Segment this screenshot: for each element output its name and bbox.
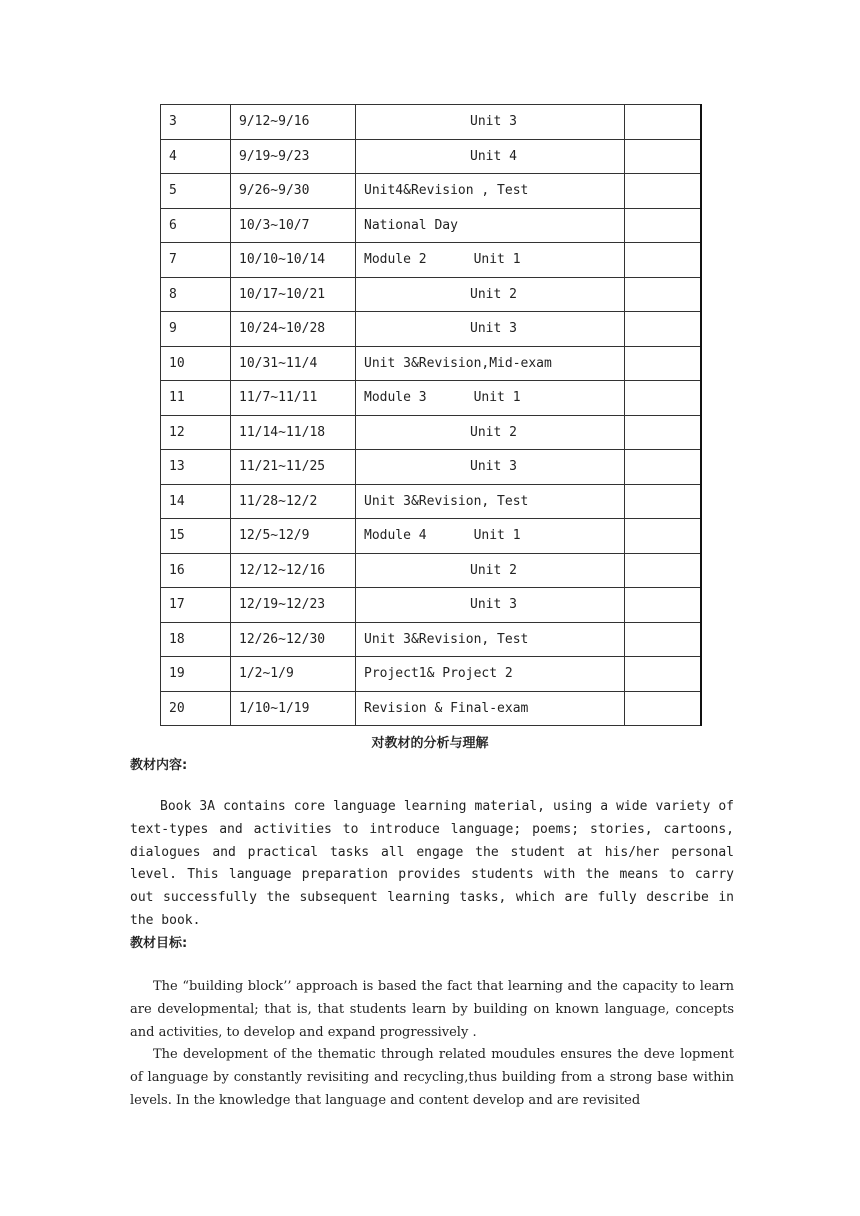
note-cell: [625, 553, 701, 588]
content-cell: Module 4 Unit 1: [356, 519, 625, 554]
week-cell: 4: [161, 139, 231, 174]
schedule-row: [161, 243, 701, 278]
week-cell: 5: [161, 174, 231, 209]
note-cell: [625, 588, 701, 623]
content-cell: Unit 4: [356, 139, 625, 174]
note-cell: [625, 243, 701, 278]
content-cell: Module 2 Unit 1: [356, 243, 625, 278]
schedule-table: [160, 104, 702, 726]
note-cell: [625, 519, 701, 554]
content-cell: Unit 3: [356, 450, 625, 485]
schedule-row: [161, 588, 701, 623]
content-cell: Revision & Final-exam: [356, 691, 625, 726]
week-cell: 17: [161, 588, 231, 623]
note-cell: [625, 277, 701, 312]
date-cell: 12/5~12/9: [231, 519, 356, 554]
week-cell: 7: [161, 243, 231, 278]
note-cell: [625, 484, 701, 519]
note-cell: [625, 450, 701, 485]
date-cell: 1/2~1/9: [231, 657, 356, 692]
week-cell: 3: [161, 105, 231, 140]
content-cell: Unit 2: [356, 415, 625, 450]
content-text: Book 3A contains core language learning material, using a wide variety of text-types and activities to introduce language; poems; stories, cartoons, dialogues and practical tasks all engage the student at his/her personal level. This language preparation provides students with the means to carry out successfully the subsequent learning tasks, which are fully describe in the book.: [130, 799, 734, 928]
week-cell: 12: [161, 415, 231, 450]
content-label: 教材内容:: [130, 758, 188, 773]
note-cell: [625, 346, 701, 381]
schedule-row: [161, 139, 701, 174]
goal-paragraphs: [130, 976, 734, 1113]
note-cell: [625, 174, 701, 209]
date-cell: 10/24~10/28: [231, 312, 356, 347]
schedule-row: [161, 484, 701, 519]
goal-label: 教材目标:: [130, 936, 188, 951]
content-cell: National Day: [356, 208, 625, 243]
note-cell: [625, 381, 701, 416]
content-cell: Unit 3: [356, 588, 625, 623]
date-cell: 11/7~11/11: [231, 381, 356, 416]
date-cell: 10/31~11/4: [231, 346, 356, 381]
week-cell: 14: [161, 484, 231, 519]
content-cell: Unit 3&Revision, Test: [356, 484, 625, 519]
date-cell: 12/19~12/23: [231, 588, 356, 623]
week-cell: 15: [161, 519, 231, 554]
note-cell: [625, 139, 701, 174]
note-cell: [625, 312, 701, 347]
schedule-row: [161, 450, 701, 485]
schedule-row: [161, 657, 701, 692]
week-cell: 16: [161, 553, 231, 588]
content-cell: Module 3 Unit 1: [356, 381, 625, 416]
schedule-row: [161, 691, 701, 726]
goal-text-1: The “building block’’ approach is based the fact that learning and the capacity to learn are developmental; that is, that students learn by building on known language, concepts and activities, to develop and expand progressively .: [130, 979, 734, 1040]
week-cell: 13: [161, 450, 231, 485]
date-cell: 9/26~9/30: [231, 174, 356, 209]
schedule-row: [161, 519, 701, 554]
content-cell: Unit 3&Revision, Test: [356, 622, 625, 657]
content-cell: Unit 3: [356, 105, 625, 140]
goal-text-2: The development of the thematic through related moudules ensures the deve lopment of language by constantly revisiting and recycling,thus building from a strong base within levels. In the knowledge that language and content develop and are revisited: [130, 1047, 734, 1108]
schedule-row: [161, 174, 701, 209]
date-cell: 11/28~12/2: [231, 484, 356, 519]
content-paragraph: [130, 796, 734, 933]
content-cell: Unit 3: [356, 312, 625, 347]
content-cell: Unit 3&Revision,Mid-exam: [356, 346, 625, 381]
schedule-row: [161, 346, 701, 381]
schedule-row: [161, 277, 701, 312]
schedule-row: [161, 208, 701, 243]
date-cell: 1/10~1/19: [231, 691, 356, 726]
date-cell: 12/12~12/16: [231, 553, 356, 588]
schedule-row: [161, 105, 701, 140]
date-cell: 9/19~9/23: [231, 139, 356, 174]
date-cell: 10/3~10/7: [231, 208, 356, 243]
schedule-row: [161, 622, 701, 657]
week-cell: 19: [161, 657, 231, 692]
note-cell: [625, 657, 701, 692]
week-cell: 8: [161, 277, 231, 312]
week-cell: 11: [161, 381, 231, 416]
week-cell: 18: [161, 622, 231, 657]
note-cell: [625, 691, 701, 726]
schedule-row: [161, 312, 701, 347]
schedule-table-body: [161, 105, 701, 726]
date-cell: 11/21~11/25: [231, 450, 356, 485]
content-cell: Unit4&Revision , Test: [356, 174, 625, 209]
week-cell: 6: [161, 208, 231, 243]
note-cell: [625, 415, 701, 450]
date-cell: 12/26~12/30: [231, 622, 356, 657]
section-title: 对教材的分析与理解: [371, 736, 489, 751]
note-cell: [625, 105, 701, 140]
schedule-row: [161, 415, 701, 450]
week-cell: 10: [161, 346, 231, 381]
note-cell: [625, 622, 701, 657]
date-cell: 10/10~10/14: [231, 243, 356, 278]
week-cell: 20: [161, 691, 231, 726]
date-cell: 11/14~11/18: [231, 415, 356, 450]
schedule-row: [161, 381, 701, 416]
note-cell: [625, 208, 701, 243]
content-cell: Project1& Project 2: [356, 657, 625, 692]
content-cell: Unit 2: [356, 277, 625, 312]
week-cell: 9: [161, 312, 231, 347]
content-cell: Unit 2: [356, 553, 625, 588]
schedule-row: [161, 553, 701, 588]
date-cell: 9/12~9/16: [231, 105, 356, 140]
date-cell: 10/17~10/21: [231, 277, 356, 312]
